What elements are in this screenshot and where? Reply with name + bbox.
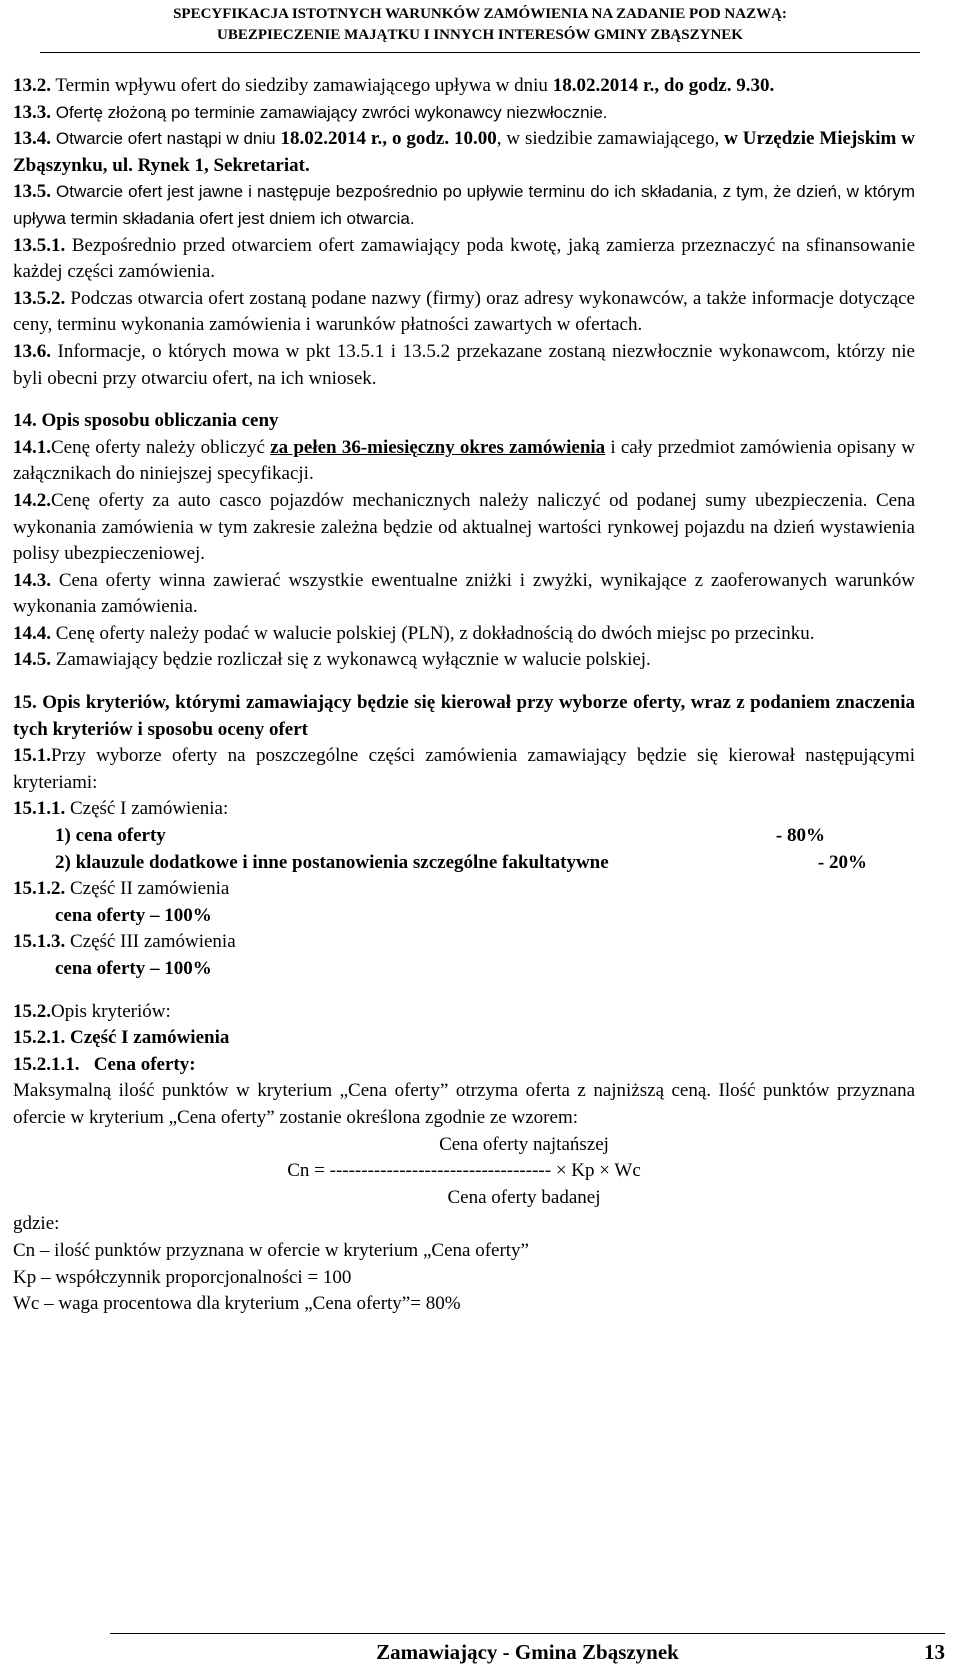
formula-numerator: Cena oferty najtańszej [439,1133,609,1155]
footer-text: Zamawiający - Gmina Zbąszynek [376,1640,679,1664]
criterion-part-2: cena oferty – 100% [55,904,212,926]
para-13-2: 13.2. Termin wpływu ofert do siedziby zamawiającego upływa w dniu 18.02.2014 r., do godz. 9.30. [13,75,775,96]
legend-wc: Wc – waga procentowa dla kryterium „Cena oferty”= 80% [13,1293,461,1315]
para-15-1-1: 15.1.1. Część I zamówienia: [13,798,229,820]
page-header [40,4,920,53]
para-13-5-1: 13.5.1. Bezpośrednio przed otwarciem ofert zamawiający poda kwotę, jaką zamierza przeznaczyć na sfinansowanie każdej części zamówienia. [13,234,915,283]
formula-line: Cn = ----------------------------------- × Kp × Wc [287,1160,641,1182]
spacer [13,392,915,408]
para-13-5: 13.5. Otwarcie ofert jest jawne i następuje bezpośrednio po upływie terminu do ich składania, z tym, że dzień, w którym upływa termin składania ofert jest dniem ich otwarcia. [13,181,915,228]
para-13-6: 13.6. Informacje, o których mowa w pkt 13.5.1 i 13.5.2 przekazane zostaną niezwłocznie wykonawcom, którzy nie byli obecni przy otwarciu ofert, na ich wniosek. [13,340,915,389]
para-15-2-1-1: 15.2.1.1. Cena oferty: [13,1053,196,1075]
para-15-2: 15.2.Opis kryteriów: [13,1000,171,1022]
para-15-1-2: 15.1.2. Część II zamówienia [13,878,230,900]
para-15-1-3: 15.1.3. Część III zamówienia [13,931,236,953]
formula-denominator: Cena oferty badanej [447,1186,601,1208]
criterion-1: 1) cena oferty - 80% [55,825,825,847]
header-line-1: SPECYFIKACJA ISTOTNYCH WARUNKÓW ZAMÓWIENIA NA ZADANIE POD NAZWĄ: [173,6,787,22]
legend-gdzie: gdzie: [13,1213,60,1235]
header-line-2: UBEZPIECZENIE MAJĄTKU I INNYCH INTERESÓW GMINY ZBĄSZYNEK [217,27,743,43]
para-14-2: 14.2.Cenę oferty za auto casco pojazdów mechanicznych należy naliczyć od podanej sumy ubezpieczenia. Cena wykonania zamówienia w tym zakresie zależna będzie od aktualnej wartości rynkowej pojazdu na dzień wystawienia polisy ubezpieczeniowej. [13,489,915,565]
criterion-description: Maksymalną ilość punktów w kryterium „Cena oferty” otrzyma oferta z najniższą ceną. Ilość punktów przyznana ofercie w kryterium „Cena oferty” zostanie określona zgodnie ze wzorem: [13,1080,915,1128]
legend-cn: Cn – ilość punktów przyznana w ofercie w kryterium „Cena oferty” [13,1239,529,1261]
section-14-heading: 14. Opis sposobu obliczania ceny [13,410,279,432]
page-number: 13 [924,1640,945,1664]
para-13-3: 13.3. Ofertę złożoną po terminie zamawiający zwróci wykonawcy niezwłocznie. [13,101,608,123]
page-footer [110,1633,945,1665]
spacer [13,674,915,690]
criterion-2: 2) klauzule dodatkowe i inne postanowienia szczególne fakultatywne - 20% [55,851,867,873]
document-body [13,73,915,1318]
para-14-5: 14.5. Zamawiający będzie rozliczał się z wykonawcą wyłącznie w walucie polskiej. [13,649,651,671]
legend-kp: Kp – współczynnik proporcjonalności = 100 [13,1266,352,1288]
para-14-4: 14.4. Cenę oferty należy podać w walucie polskiej (PLN), z dokładnością do dwóch miejsc po przecinku. [13,622,815,644]
criterion-part-3: cena oferty – 100% [55,958,212,979]
section-15-heading: 15. Opis kryteriów, którymi zamawiający będzie się kierował przy wyborze oferty, wraz z podaniem znaczenia tych kryteriów i sposobu oceny ofert [13,692,915,740]
para-14-1: 14.1.Cenę oferty należy obliczyć za pełen 36-miesięczny okres zamówienia i cały przedmiot zamówienia opisany w załącznikach do niniejszej specyfikacji. [13,436,916,485]
para-13-4: 13.4. Otwarcie ofert nastąpi w dniu 18.02.2014 r., o godz. 10.00, w siedzibie zamawiającego, w Urzędzie Miejskim w Zbąszynku, ul. Rynek 1, Sekretariat. [13,128,915,176]
spacer [13,983,915,999]
para-15-2-1: 15.2.1. Część I zamówienia [13,1027,230,1049]
para-13-5-2: 13.5.2. Podczas otwarcia ofert zostaną podane nazwy (firmy) oraz adresy wykonawców, a także informacje dotyczące ceny, terminu wykonania zamówienia i warunków płatności zawartych w ofertach. [13,287,915,336]
para-15-1: 15.1.Przy wyborze oferty na poszczególne części zamówienia zamawiający będzie się kierował następującymi kryteriami: [13,745,915,793]
para-14-3: 14.3. Cena oferty winna zawierać wszystkie ewentualne zniżki i zwyżki, wynikające z zaoferowanych warunków wykonania zamówienia. [13,569,915,618]
